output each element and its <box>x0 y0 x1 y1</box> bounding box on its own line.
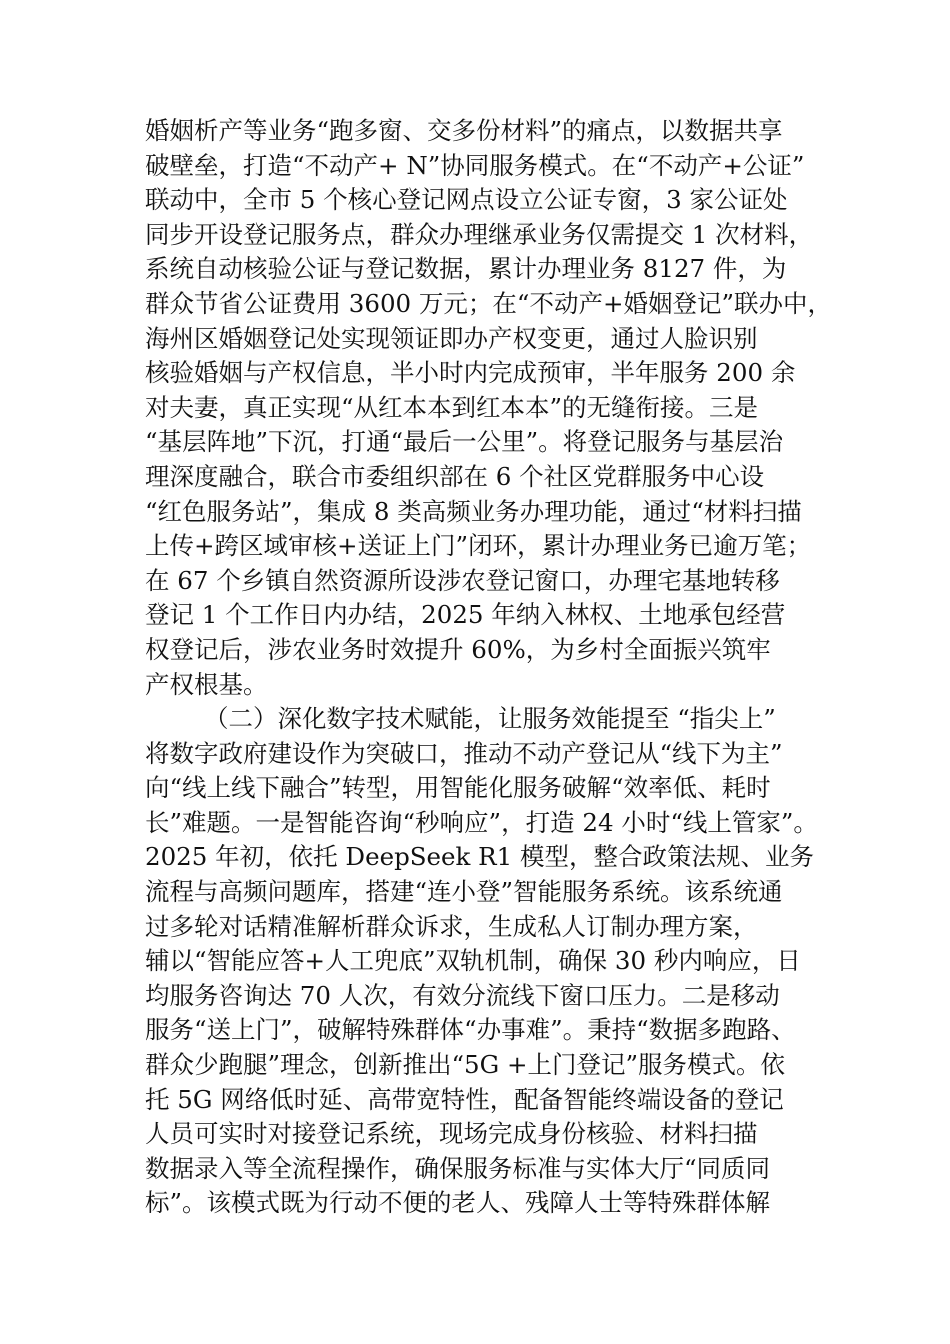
text-line: 标”。该模式既为行动不便的老人、残障人士等特殊群体解 <box>145 1188 771 1218</box>
text-line: “红色服务站”，集成 8 类高频业务办理功能，通过“材料扫描 <box>145 496 802 526</box>
text-line: 数据录入等全流程操作，确保服务标准与实体大厅“同质同 <box>145 1153 771 1183</box>
text-line: 上传+跨区域审核+送证上门”闭环，累计办理业务已逾万笔； <box>145 531 812 561</box>
text-line: 流程与高频问题库，搭建“连小登”智能服务系统。该系统通 <box>145 877 783 907</box>
text-line: 在 67 个乡镇自然资源所设涉农登记窗口，办理宅基地转移 <box>145 565 780 595</box>
text-line: 对夫妻，真正实现“从红本本到红本本”的无缝衔接。三是 <box>145 392 759 422</box>
text-line: 过多轮对话精准解析群众诉求，生成私人订制办理方案， <box>145 911 758 941</box>
text-line: 托 5G 网络低时延、高带宽特性，配备智能终端设备的登记 <box>145 1084 784 1114</box>
text-line: 海州区婚姻登记处实现领证即办产权变更，通过人脸识别 <box>145 323 758 353</box>
text-line: 同步开设登记服务点，群众办理继承业务仅需提交 1 次材料， <box>145 219 814 249</box>
text-line: 均服务咨询达 70 人次，有效分流线下窗口压力。二是移动 <box>145 980 780 1010</box>
text-line: 群众节省公证费用 3600 万元；在“不动产+婚姻登记”联办中， <box>145 288 833 318</box>
text-line: 联动中，全市 5 个核心登记网点设立公证专窗，3 家公证处 <box>145 185 788 215</box>
text-line: 人员可实时对接登记系统，现场完成身份核验、材料扫描 <box>145 1119 758 1149</box>
text-line: 核验婚姻与产权信息，半小时内完成预审，半年服务 200 余 <box>145 358 796 388</box>
text-line: 群众少跑腿”理念，创新推出“5G +上门登记”服务模式。依 <box>145 1050 786 1080</box>
text-line: 破壁垒，打造“不动产+ N”协同服务模式。在“不动产+公证” <box>145 150 805 180</box>
text-line: 向“线上线下融合”转型，用智能化服务破解“效率低、耗时 <box>145 773 771 803</box>
text-line: 长”难题。一是智能咨询“秒响应”，打造 24 小时“线上管家”。 <box>145 807 818 837</box>
text-line: 理深度融合，联合市委组织部在 6 个社区党群服务中心设 <box>145 461 765 491</box>
text-line: 2025 年初，依托 DeepSeek R1 模型，整合政策法规、业务 <box>145 842 814 872</box>
text-line: 辅以“智能应答+人工兜底”双轨机制，确保 30 秒内响应，日 <box>145 946 801 976</box>
text-line: 权登记后，涉农业务时效提升 60%，为乡村全面振兴筑牢 <box>145 634 771 664</box>
text-line: 系统自动核验公证与登记数据，累计办理业务 8127 件，为 <box>145 254 787 284</box>
text-line: 将数字政府建设作为突破口，推动不动产登记从“线下为主” <box>145 738 783 768</box>
text-line: 婚姻析产等业务“跑多窗、交多份材料”的痛点，以数据共享 <box>145 116 783 145</box>
body-text <box>145 114 845 1221</box>
text-line: 服务“送上门”，破解特殊群体“办事难”。秉持“数据多跑路、 <box>145 1015 796 1045</box>
section-heading: （二）深化数字技术赋能，让服务效能提至 “指尖上” <box>204 704 776 734</box>
text-line: 产权根基。 <box>145 669 268 699</box>
text-line: “基层阵地”下沉，打通“最后一公里”。将登记服务与基层治 <box>145 427 784 457</box>
text-line: 登记 1 个工作日内办结，2025 年纳入林权、土地承包经营 <box>145 600 786 630</box>
